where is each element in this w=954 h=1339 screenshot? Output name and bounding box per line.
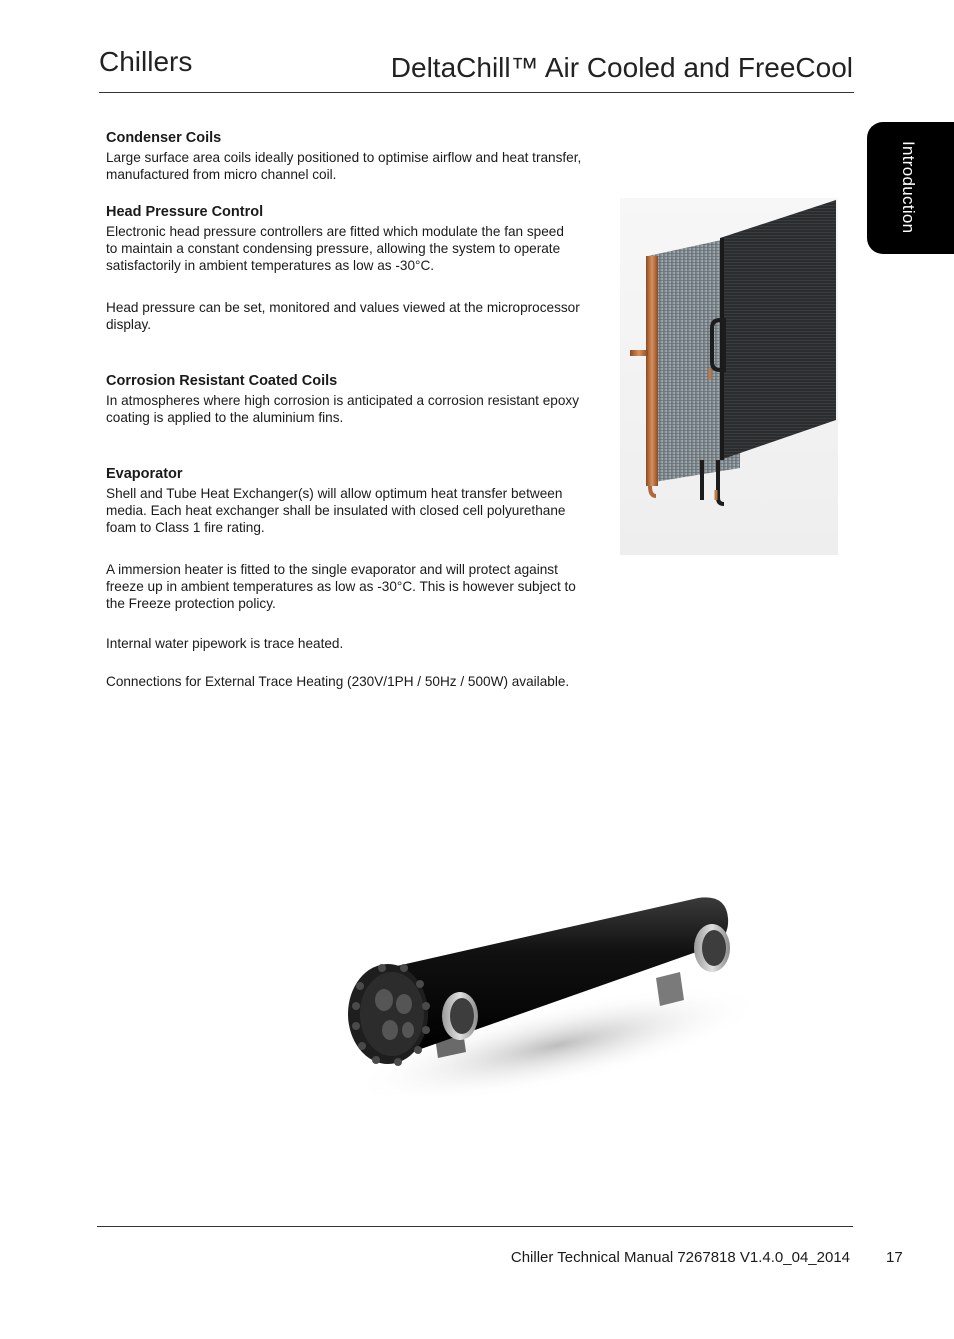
evaporator-paragraph-2 xyxy=(106,561,606,612)
header-divider xyxy=(99,92,854,93)
paragraph-line: media. Each heat exchanger shall be insulated with closed cell polyurethane xyxy=(106,503,566,518)
corrosion-coils-heading: Corrosion Resistant Coated Coils xyxy=(106,373,338,389)
paragraph-line: foam to Class 1 fire rating. xyxy=(106,520,265,535)
paragraph-line: Connections for External Trace Heating (230V/1PH / 50Hz / 500W) available. xyxy=(106,674,570,689)
paragraph-line: display. xyxy=(106,317,152,332)
paragraph-line: satisfactorily in ambient temperatures as low as -30°C. xyxy=(106,258,435,273)
section-title: Chillers xyxy=(99,46,193,77)
paragraph-line: to maintain a constant condensing pressure, allowing the system to operate xyxy=(106,241,561,256)
side-tab-label: Introduction xyxy=(899,140,918,234)
evaporator-heading: Evaporator xyxy=(106,466,183,482)
head-pressure-section xyxy=(106,204,606,274)
page-number: 17 xyxy=(886,1249,903,1266)
paragraph-line: Large surface area coils ideally positioned to optimise airflow and heat transfer, xyxy=(106,150,582,165)
evaporator-paragraph-3 xyxy=(106,635,606,652)
paragraph-line: manufactured from micro channel coil. xyxy=(106,167,337,182)
paragraph-line: Internal water pipework is trace heated. xyxy=(106,636,344,651)
evaporator-image xyxy=(338,880,762,1096)
paragraph-line: freeze up in ambient temperatures as low as -30°C. This is however subject to xyxy=(106,579,576,594)
condenser-coil-image xyxy=(620,198,838,555)
paragraph-line: Electronic head pressure controllers are fitted which modulate the fan speed xyxy=(106,224,564,239)
head-pressure-heading: Head Pressure Control xyxy=(106,204,264,220)
paragraph-line: Head pressure can be set, monitored and values viewed at the microprocessor xyxy=(106,300,580,315)
paragraph-line: In atmospheres where high corrosion is anticipated a corrosion resistant epoxy xyxy=(106,393,580,408)
head-pressure-paragraph-2 xyxy=(106,299,606,333)
evaporator-paragraph-4 xyxy=(106,673,606,690)
paragraph-line: the Freeze protection policy. xyxy=(106,596,276,611)
corrosion-coils-section xyxy=(106,373,606,426)
paragraph-line: Shell and Tube Heat Exchanger(s) will allow optimum heat transfer between xyxy=(106,486,563,501)
paragraph-line: coating is applied to the aluminium fins. xyxy=(106,410,344,425)
condenser-coils-section xyxy=(106,130,606,183)
page-title: DeltaChill™ Air Cooled and FreeCool xyxy=(390,52,853,83)
condenser-coils-heading: Condenser Coils xyxy=(106,130,222,146)
manual-reference: Chiller Technical Manual 7267818 V1.4.0_04_2014 xyxy=(510,1249,850,1266)
paragraph-line: A immersion heater is fitted to the single evaporator and will protect against xyxy=(106,562,558,577)
evaporator-section xyxy=(106,466,606,536)
footer-divider xyxy=(97,1226,853,1227)
